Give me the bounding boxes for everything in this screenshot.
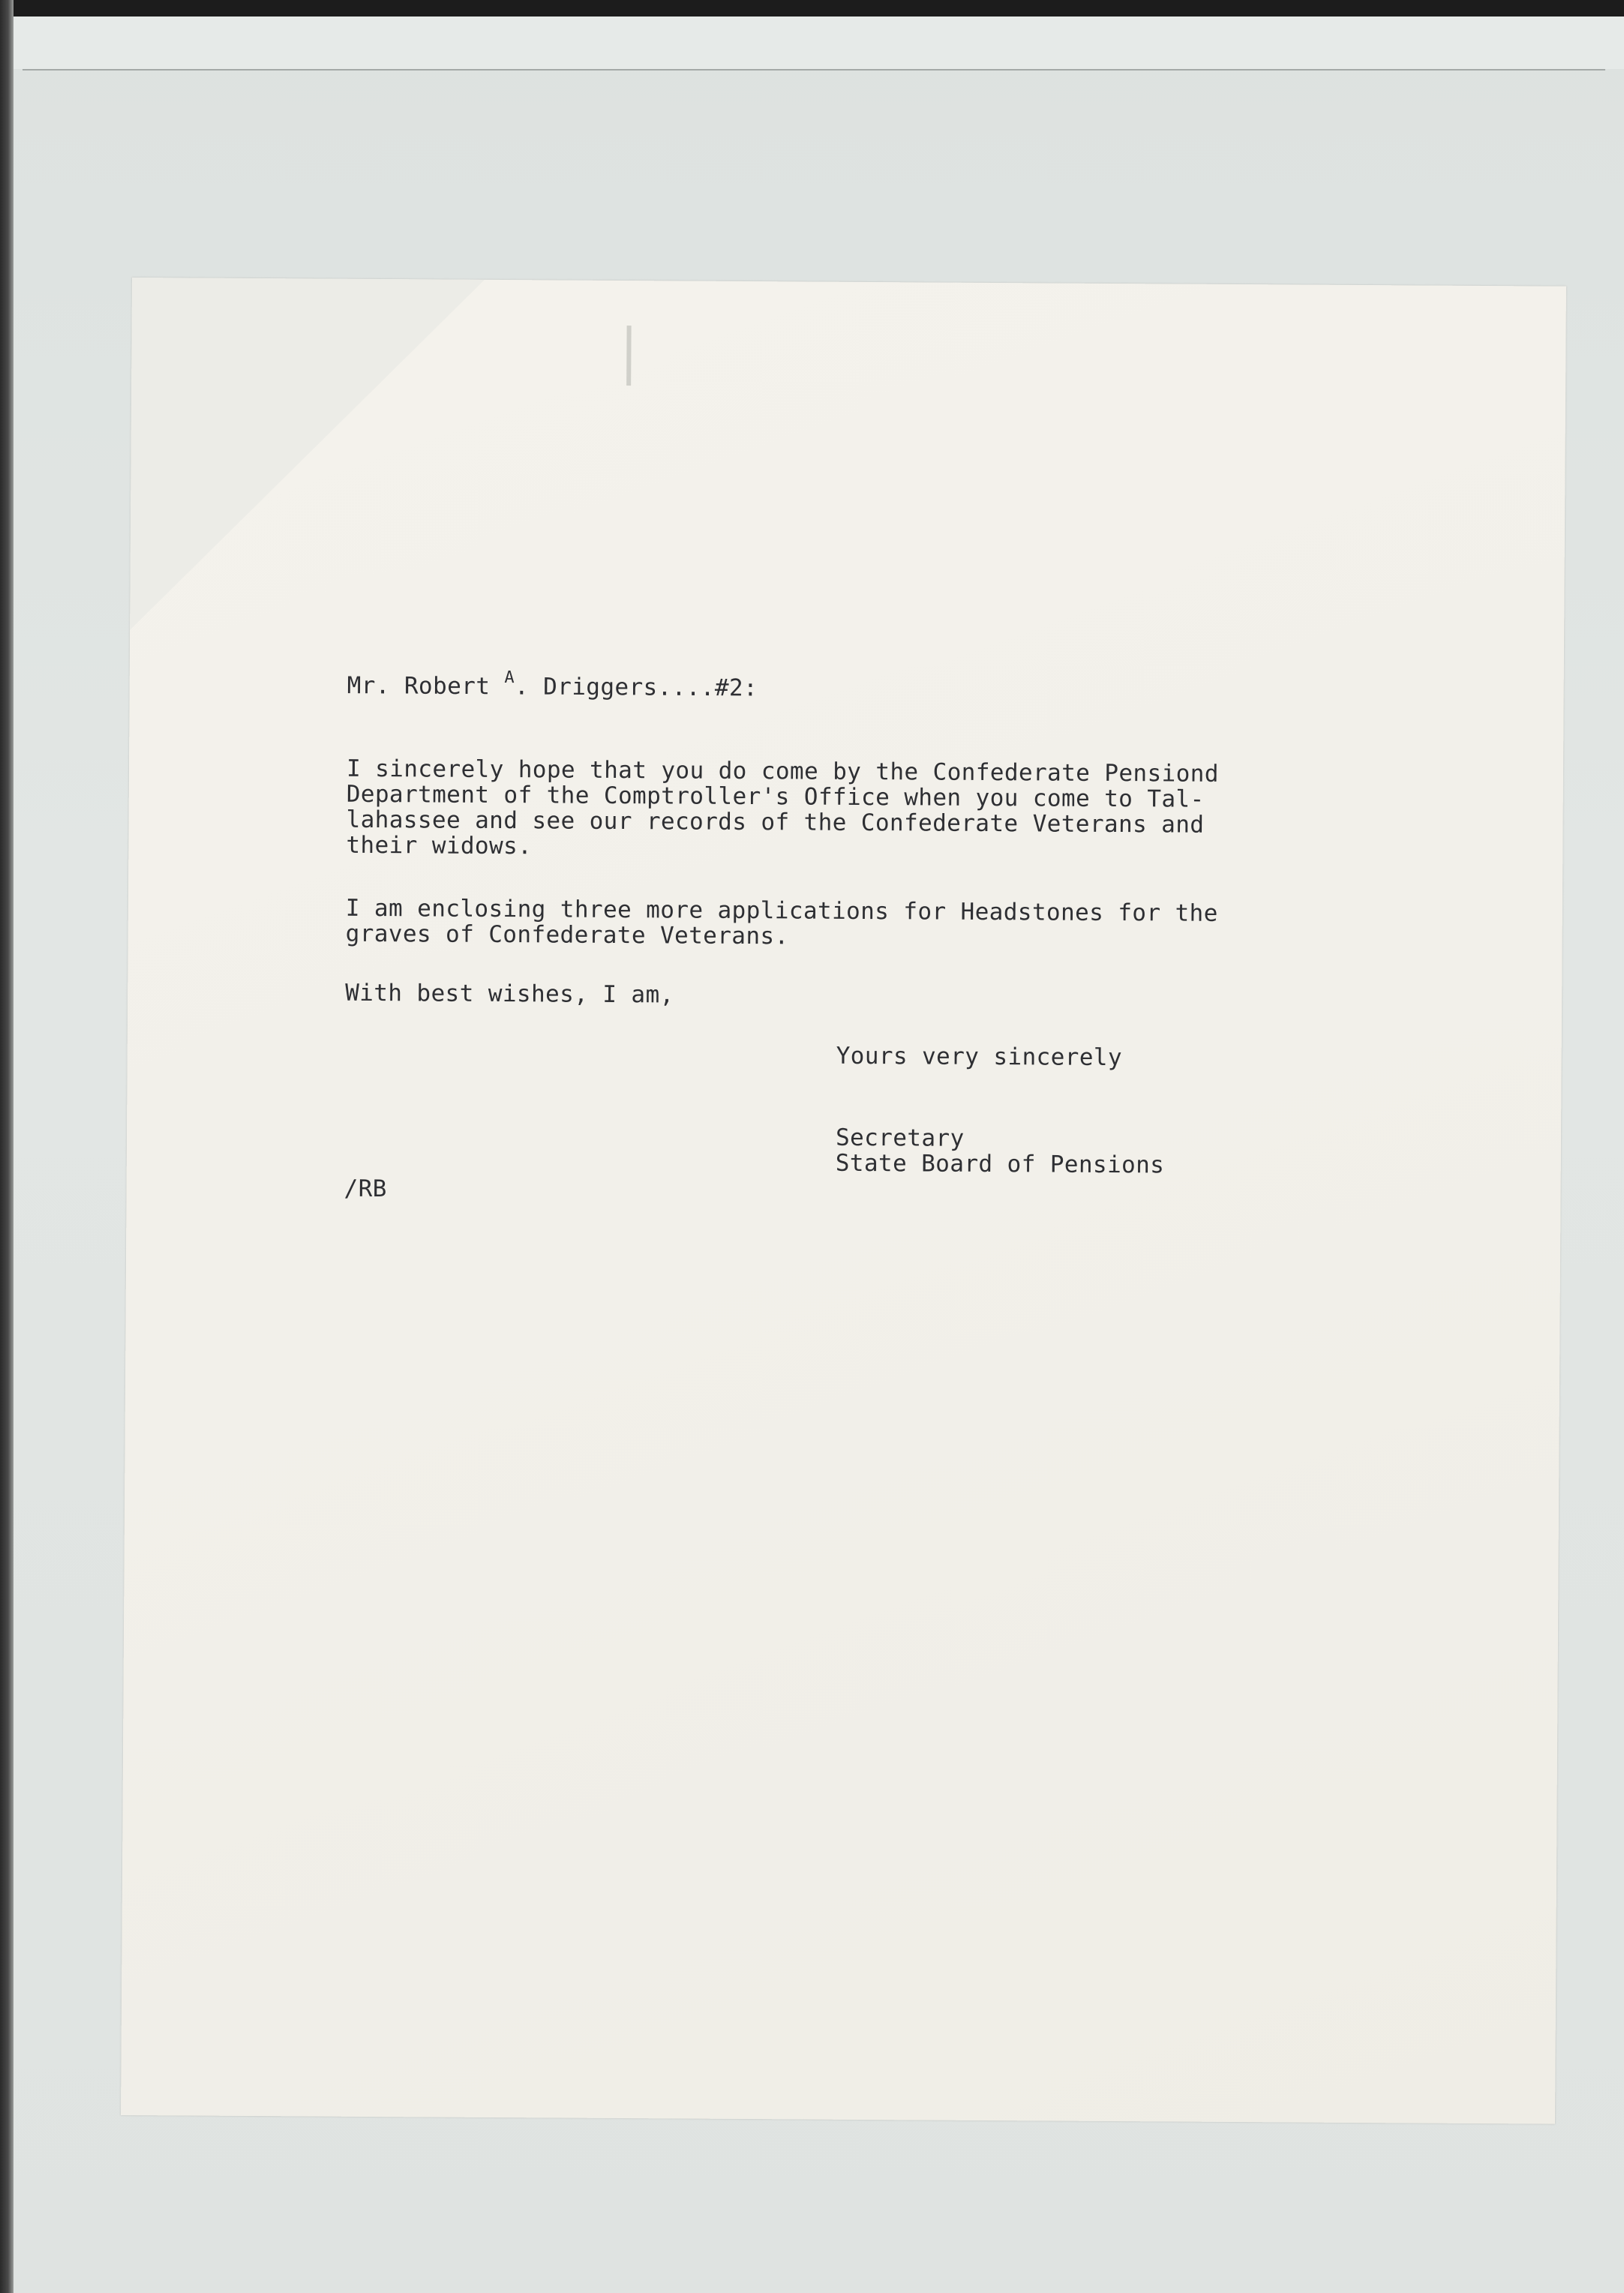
paper-mark bbox=[626, 326, 631, 386]
paragraph-2-line: graves of Confederate Veterans. bbox=[345, 920, 789, 950]
salutation-suffix: . Driggers....#2: bbox=[514, 673, 758, 702]
mounting-board-top-band bbox=[14, 17, 1624, 69]
signer-title-line-1: Secretary bbox=[835, 1124, 965, 1152]
paragraph-1-line: Department of the Comptroller's Office when you come to Tal- bbox=[346, 780, 1205, 813]
complimentary-close: Yours very sincerely bbox=[836, 1042, 1123, 1072]
mounting-board-edge-line bbox=[23, 69, 1605, 71]
salutation-line bbox=[347, 668, 758, 701]
salutation-prefix: Mr. Robert bbox=[347, 672, 505, 701]
scanner-left-edge bbox=[0, 0, 14, 2293]
paragraph-1-line: I sincerely hope that you do come by the Confederate Pensiond bbox=[346, 755, 1219, 788]
closing-phrase: With best wishes, I am, bbox=[345, 979, 674, 1009]
paragraph-1-line: lahassee and see our records of the Confederate Veterans and bbox=[346, 806, 1205, 839]
typist-initials: /RB bbox=[344, 1175, 387, 1203]
signer-title-line-2: State Board of Pensions bbox=[835, 1149, 1165, 1179]
scanner-top-edge bbox=[0, 0, 1624, 17]
folded-corner bbox=[130, 278, 485, 632]
letter-page bbox=[121, 278, 1566, 2124]
paragraph-2-line: I am enclosing three more applications for Headstones for the bbox=[345, 894, 1218, 927]
salutation-initial: A bbox=[504, 668, 515, 688]
paragraph-1-line: their widows. bbox=[346, 831, 533, 860]
